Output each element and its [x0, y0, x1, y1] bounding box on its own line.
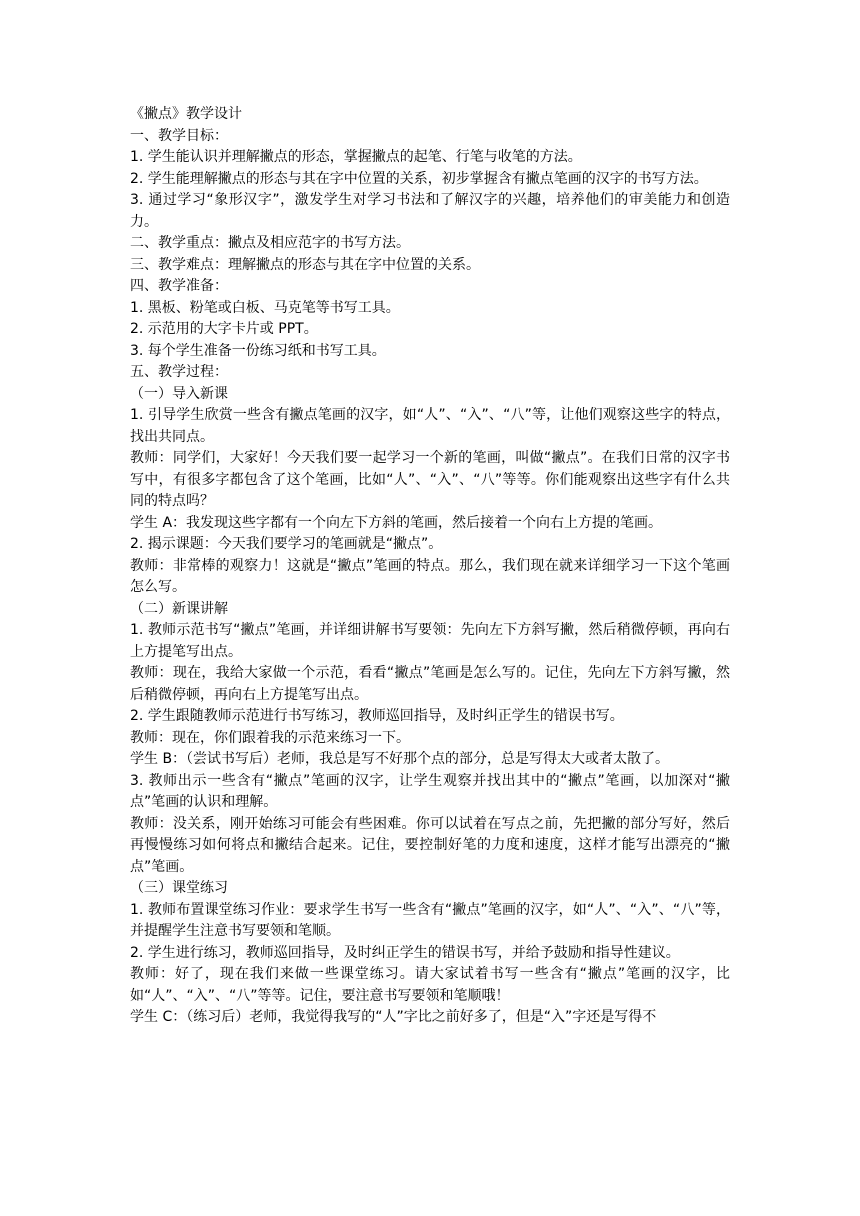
dialogue-teacher: 教师：现在，我给大家做一个示范，看看“撇点”笔画是怎么写的。记住，先向左下方斜写撇，然后稍微停顿，再向右上方提笔写出点。 [130, 665, 730, 703]
subsection-heading: （一）导入新课 [130, 385, 228, 402]
paragraph: 2. 学生跟随教师示范进行书写练习，教师巡回指导，及时纠正学生的错误书写。 [130, 708, 624, 724]
paragraph: 1. 教师布置课堂练习作业：要求学生书写一些含有“撇点”笔画的汉字，如“人”、“入”、“八”等，并提醒学生注意书写要领和笔顺。 [130, 901, 730, 939]
preparation-item: 2. 示范用的大字卡片或 PPT。 [130, 321, 318, 337]
objective-item: 3. 通过学习“象形汉字”，激发学生对学习书法和了解汉字的兴趣，培养他们的审美能力和创造力。 [130, 192, 730, 230]
document-title: 《撇点》教学设计 [130, 106, 242, 122]
section-heading-preparation: 四、教学准备： [130, 278, 228, 294]
objective-item: 2. 学生能理解撇点的形态与其在字中位置的关系，初步掌握含有撇点笔画的汉字的书写方法。 [130, 170, 708, 187]
preparation-item: 3. 每个学生准备一份练习纸和书写工具。 [130, 342, 386, 359]
preparation-item: 1. 黑板、粉笔或白板、马克笔等书写工具。 [130, 299, 400, 316]
paragraph: 1. 引导学生欣赏一些含有撇点笔画的汉字，如“人”、“入”、“八”等，让他们观察这些字的特点，找出共同点。 [130, 407, 730, 445]
paragraph: 1. 教师示范书写“撇点”笔画，并详细讲解书写要领：先向左下方斜写撇，然后稍微停顿，再向右上方提笔写出点。 [130, 622, 730, 660]
subsection-heading: （三）课堂练习 [130, 880, 228, 896]
paragraph: 3. 教师出示一些含有“撇点”笔画的汉字，让学生观察并找出其中的“撇点”笔画，以加深对“撇点”笔画的认识和理解。 [130, 772, 730, 810]
section-heading-objectives: 一、教学目标： [130, 127, 228, 144]
section-heading-process: 五、教学过程： [130, 364, 228, 380]
section-heading-key-point: 二、教学重点：撇点及相应范字的书写方法。 [130, 235, 410, 251]
dialogue-teacher: 教师：没关系，刚开始练习可能会有些困难。你可以试着在写点之前，先把撇的部分写好，然后再慢慢练习如何将点和撇结合起来。记住，要控制好笔的力度和速度，这样才能写出漂亮的“撇点”笔画。 [130, 815, 730, 875]
subsection-heading: （二）新课讲解 [130, 600, 228, 617]
dialogue-teacher: 教师：好了，现在我们来做一些课堂练习。请大家试着书写一些含有“撇点”笔画的汉字，比如“人”、“入”、“八”等等。记住，要注意书写要领和笔顺哦！ [130, 966, 730, 1004]
dialogue-student: 学生 A：我发现这些字都有一个向左下方斜的笔画，然后接着一个向右上方提的笔画。 [130, 514, 663, 531]
dialogue-student: 学生 B：（尝试书写后）老师，我总是写不好那个点的部分，总是写得太大或者太散了。 [130, 751, 670, 767]
objective-item: 1. 学生能认识并理解撇点的形态，掌握撇点的起笔、行笔与收笔的方法。 [130, 149, 582, 165]
section-heading-difficulty: 三、教学难点：理解撇点的形态与其在字中位置的关系。 [130, 256, 480, 273]
document-body [130, 104, 730, 1029]
paragraph: 2. 揭示课题：今天我们要学习的笔画就是“撇点”。 [130, 536, 443, 552]
dialogue-teacher: 教师：同学们，大家好！今天我们要一起学习一个新的笔画，叫做“撇点”。在我们日常的汉字书写中，有很多字都包含了这个笔画，比如“人”、“入”、“八”等等。你们能观察出这些字有什么共同的特点吗？ [130, 450, 730, 509]
paragraph: 2. 学生进行练习，教师巡回指导，及时纠正学生的错误书写，并给予鼓励和指导性建议。 [130, 944, 680, 961]
dialogue-teacher: 教师：非常棒的观察力！这就是“撇点”笔画的特点。那么，我们现在就来详细学习一下这个笔画怎么写。 [130, 557, 730, 595]
dialogue-student: 学生 C：（练习后）老师，我觉得我写的“人”字比之前好多了，但是“入”字还是写得不 [130, 1009, 657, 1025]
dialogue-teacher: 教师：现在，你们跟着我的示范来练习一下。 [130, 729, 410, 746]
